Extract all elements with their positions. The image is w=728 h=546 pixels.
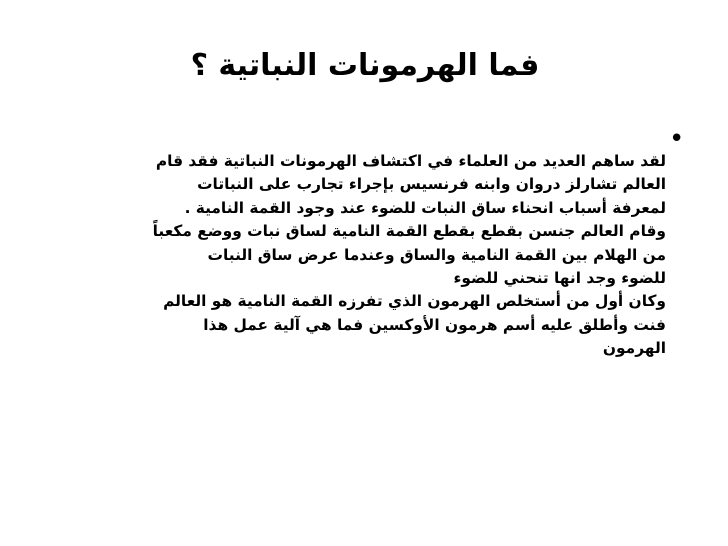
body-line: من الهلام بين القمة النامية والساق وعندما عرض ساق النبات bbox=[207, 245, 666, 264]
body-line: للضوء وجد انها تنحني للضوء bbox=[453, 269, 666, 288]
body-line: الهرمون bbox=[602, 339, 666, 358]
body-line: وكان أول من أستخلص الهرمون الذي تفرزه القمة النامية هو العالم bbox=[163, 292, 666, 311]
body-line: العالم تشارلز دروان وابنه فرنسيس بإجراء تجارب على النباتات bbox=[197, 175, 666, 194]
body-line: لمعرفة أسباب انحناء ساق النبات للضوء عند وجود القمة النامية . bbox=[184, 198, 666, 217]
body-line: لقد ساهم العديد من العلماء في اكتشاف الهرمونات النباتية فقد قام bbox=[155, 152, 666, 170]
bullet-icon: • bbox=[669, 124, 685, 154]
body-line: فنت وأطلق عليه أسم هرمون الأوكسين فما هي آلية عمل هذا bbox=[203, 315, 666, 334]
body-line: وقام العالم جنسن بقطع بقطع القمة النامية لساق نبات ووضع مكعباً bbox=[152, 222, 666, 241]
body-paragraph bbox=[34, 150, 666, 361]
slide-title: فما الهرمونات النباتية ؟ bbox=[190, 48, 540, 83]
